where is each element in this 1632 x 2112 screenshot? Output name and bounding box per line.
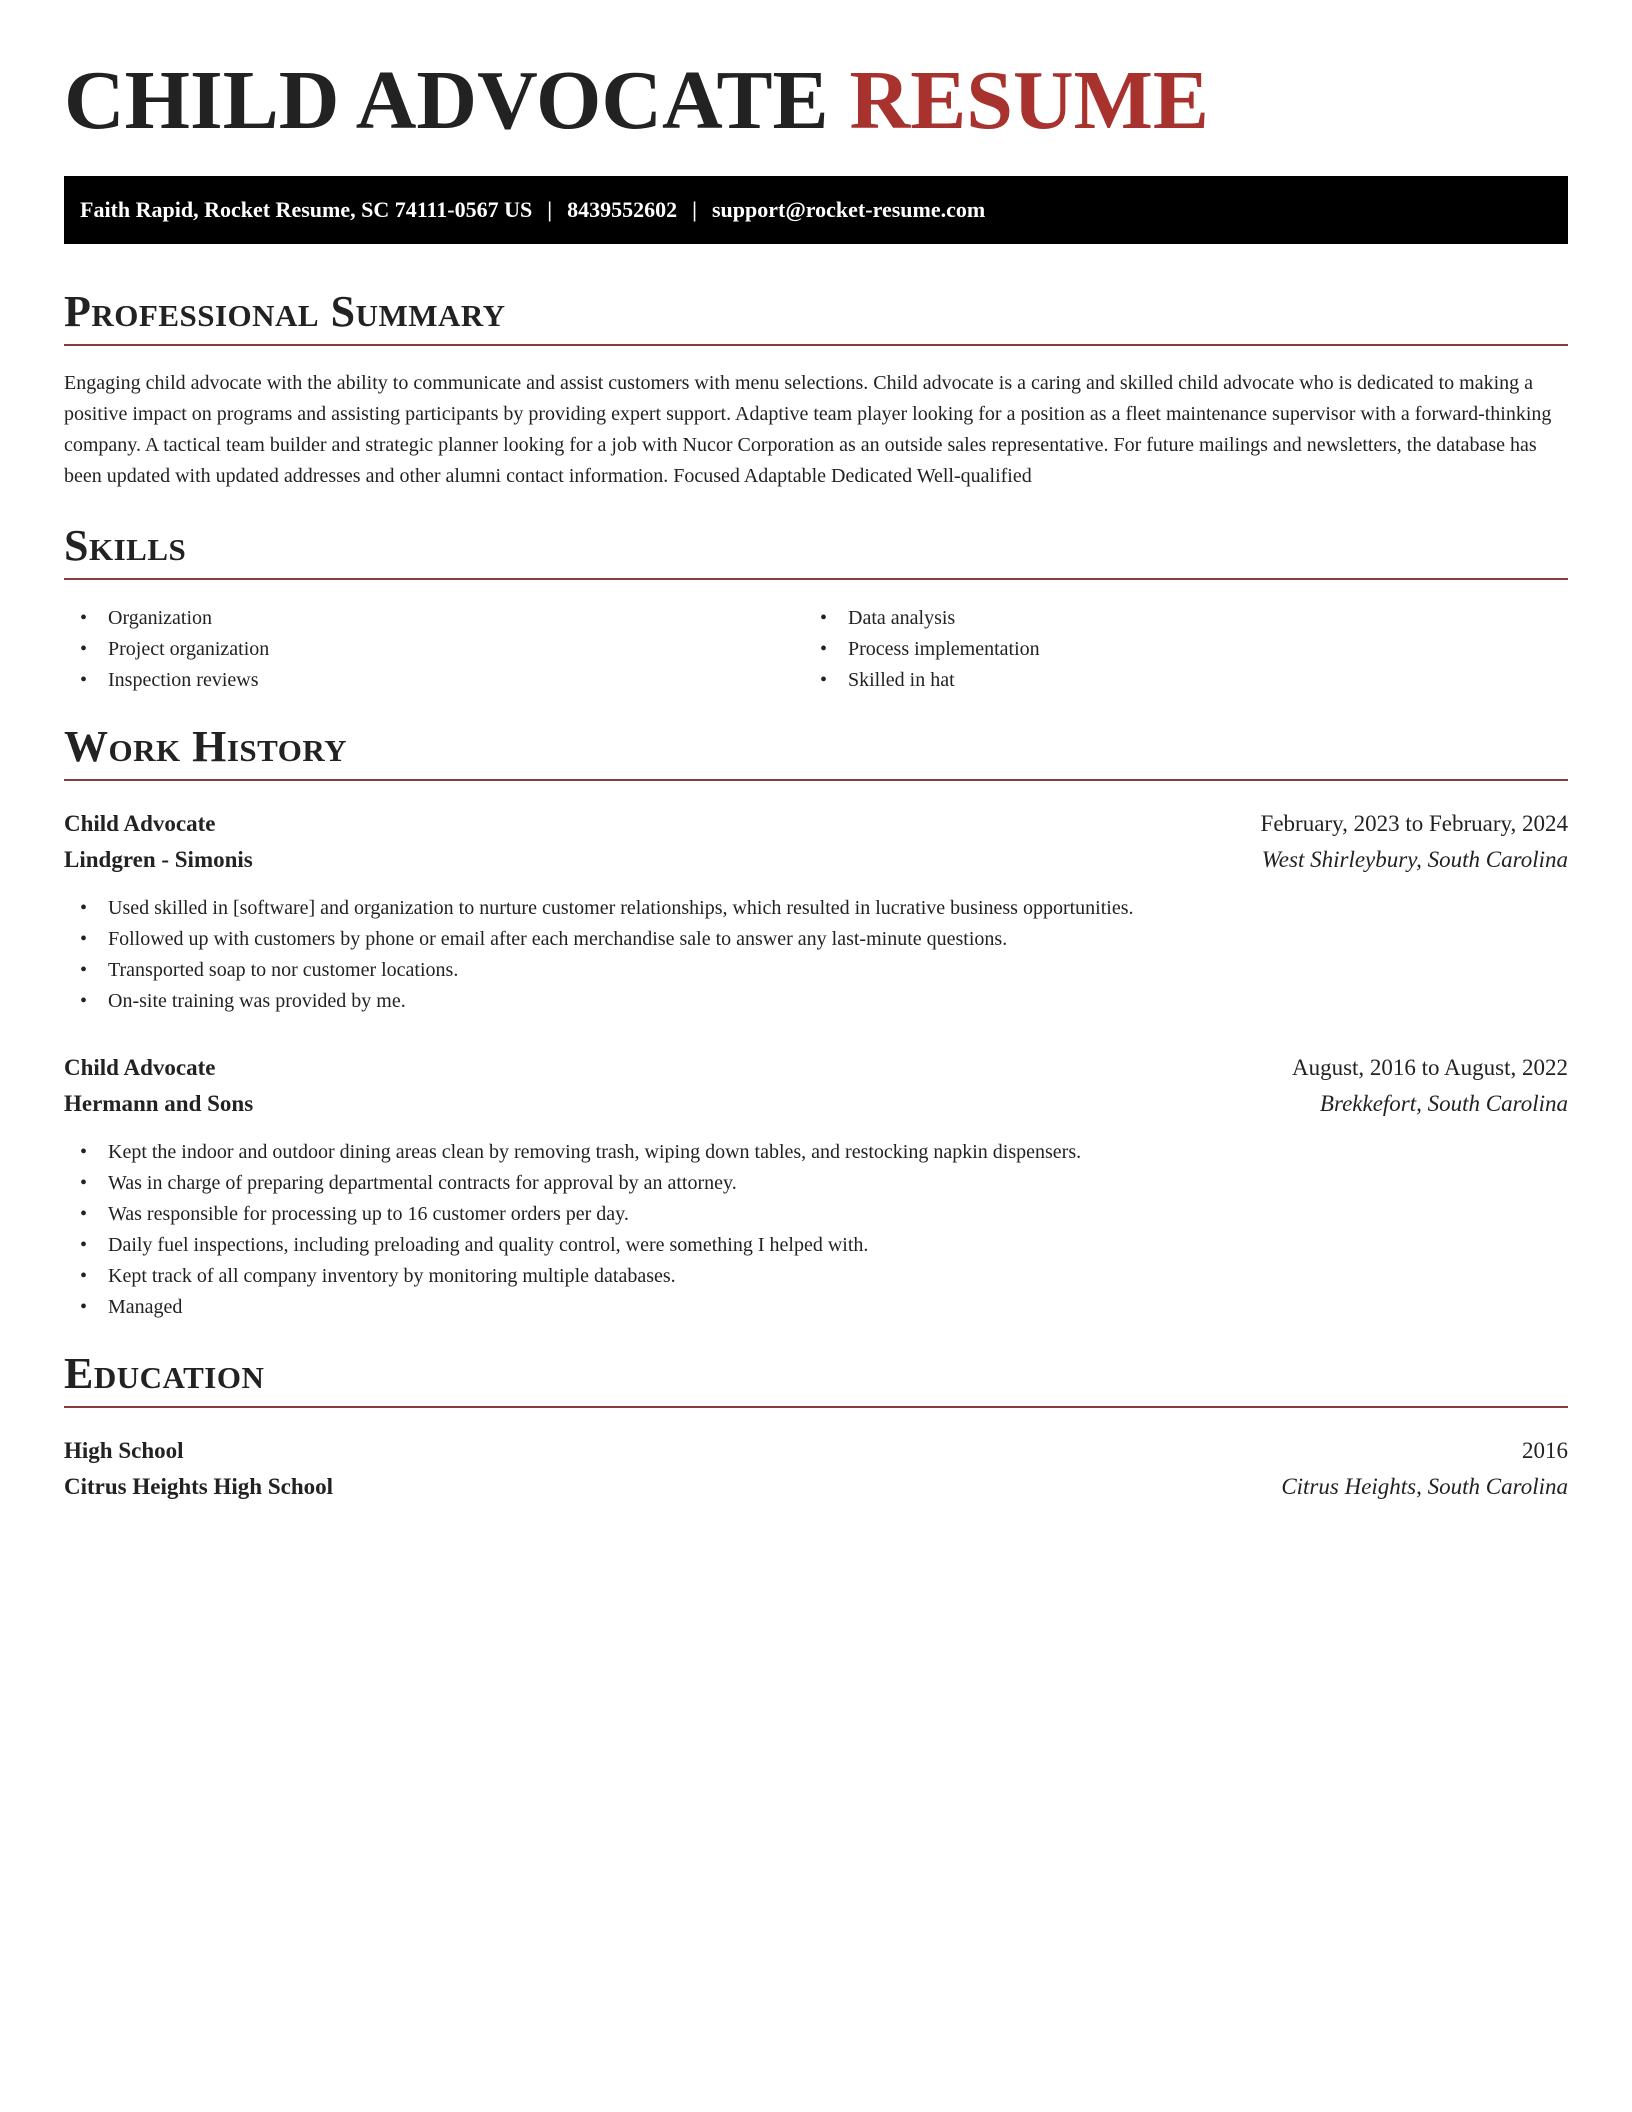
education-location: Citrus Heights, South Carolina	[1281, 1474, 1568, 1499]
job-bullet: • Daily fuel inspections, including preloading and quality control, were something I helped with.	[64, 1230, 1568, 1261]
skill-item: • Project organization	[64, 634, 764, 665]
job-bullet: • Transported soap to nor customer locations.	[64, 955, 1568, 986]
education-school-row	[64, 1469, 1568, 1505]
job-location: Brekkefort, South Carolina	[1319, 1091, 1568, 1116]
job-bullets	[64, 1137, 1568, 1323]
resume-title	[64, 0, 1568, 148]
section-heading-education: Education	[64, 1346, 1568, 1408]
skill-item: • Data analysis	[804, 603, 1504, 634]
job-header-row	[64, 806, 1568, 842]
skill-item: • Skilled in hat	[804, 665, 1504, 696]
section-heading-skills: Skills	[64, 518, 1568, 580]
skills-list-left	[64, 603, 764, 696]
skill-item: • Inspection reviews	[64, 665, 764, 696]
contact-address: Faith Rapid, Rocket Resume, SC 74111-0567 US	[80, 197, 533, 222]
resume-page	[64, 0, 1568, 1499]
summary-text: Engaging child advocate with the ability to communicate and assist customers with menu selections. Child advocate is a caring and skilled child advocate who is dedicated to making a positive impact on programs and assisting participants by providing expert support. Adaptive team player looking for a position as a fleet maintenance supervisor with a forward-thinking company. A tactical team builder and strategic planner looking for a job with Nucor Corporation as an outside sales representative. For future mailings and newsletters, the database has been updated with updated addresses and other alumni contact information. Focused Adaptable Dedicated Well-qualified	[64, 372, 1552, 487]
skills-list-right	[804, 603, 1504, 696]
job-bullet: • Managed	[64, 1292, 1568, 1323]
skill-item: • Organization	[64, 603, 764, 634]
contact-separator: |	[692, 197, 697, 222]
title-main: CHILD ADVOCATE	[64, 54, 829, 147]
job-header-row	[64, 1050, 1568, 1086]
contact-bar	[64, 176, 1568, 244]
job-bullet: • Kept the indoor and outdoor dining areas clean by removing trash, wiping down tables, and restocking napkin dispensers.	[64, 1137, 1568, 1168]
education-degree: High School	[64, 1438, 184, 1463]
job-title: Child Advocate	[64, 1055, 216, 1080]
job-bullet: • Kept track of all company inventory by monitoring multiple databases.	[64, 1261, 1568, 1292]
job-bullet: • On-site training was provided by me.	[64, 986, 1568, 1017]
job-bullet: • Followed up with customers by phone or email after each merchandise sale to answer any last-minute questions.	[64, 924, 1568, 955]
job-location: West Shirleybury, South Carolina	[1261, 847, 1568, 872]
education-header-row	[64, 1433, 1568, 1469]
job-company: Hermann and Sons	[64, 1091, 254, 1116]
job-bullet: • Was responsible for processing up to 16 customer orders per day.	[64, 1199, 1568, 1230]
contact-phone: 8439552602	[567, 197, 678, 222]
education-school: Citrus Heights High School	[64, 1474, 334, 1499]
job-company-row	[64, 842, 1568, 878]
contact-separator: |	[547, 197, 553, 222]
job-dates: August, 2016 to August, 2022	[1291, 1055, 1568, 1080]
section-heading-work: Work History	[64, 719, 1568, 781]
education-year: 2016	[1522, 1438, 1568, 1463]
job-dates: February, 2023 to February, 2024	[1260, 811, 1568, 836]
job-company-row	[64, 1086, 1568, 1122]
title-accent: RESUME	[849, 54, 1209, 147]
job-company: Lindgren - Simonis	[64, 847, 253, 872]
job-bullet: • Used skilled in [software] and organization to nurture customer relationships, which resulted in lucrative business opportunities.	[64, 893, 1568, 924]
skill-item: • Process implementation	[804, 634, 1504, 665]
section-heading-summary: Professional Summary	[64, 284, 1568, 346]
contact-email: support@rocket-resume.com	[711, 197, 986, 222]
job-bullets	[64, 893, 1568, 1017]
job-title: Child Advocate	[64, 811, 216, 836]
job-bullet: • Was in charge of preparing departmental contracts for approval by an attorney.	[64, 1168, 1568, 1199]
